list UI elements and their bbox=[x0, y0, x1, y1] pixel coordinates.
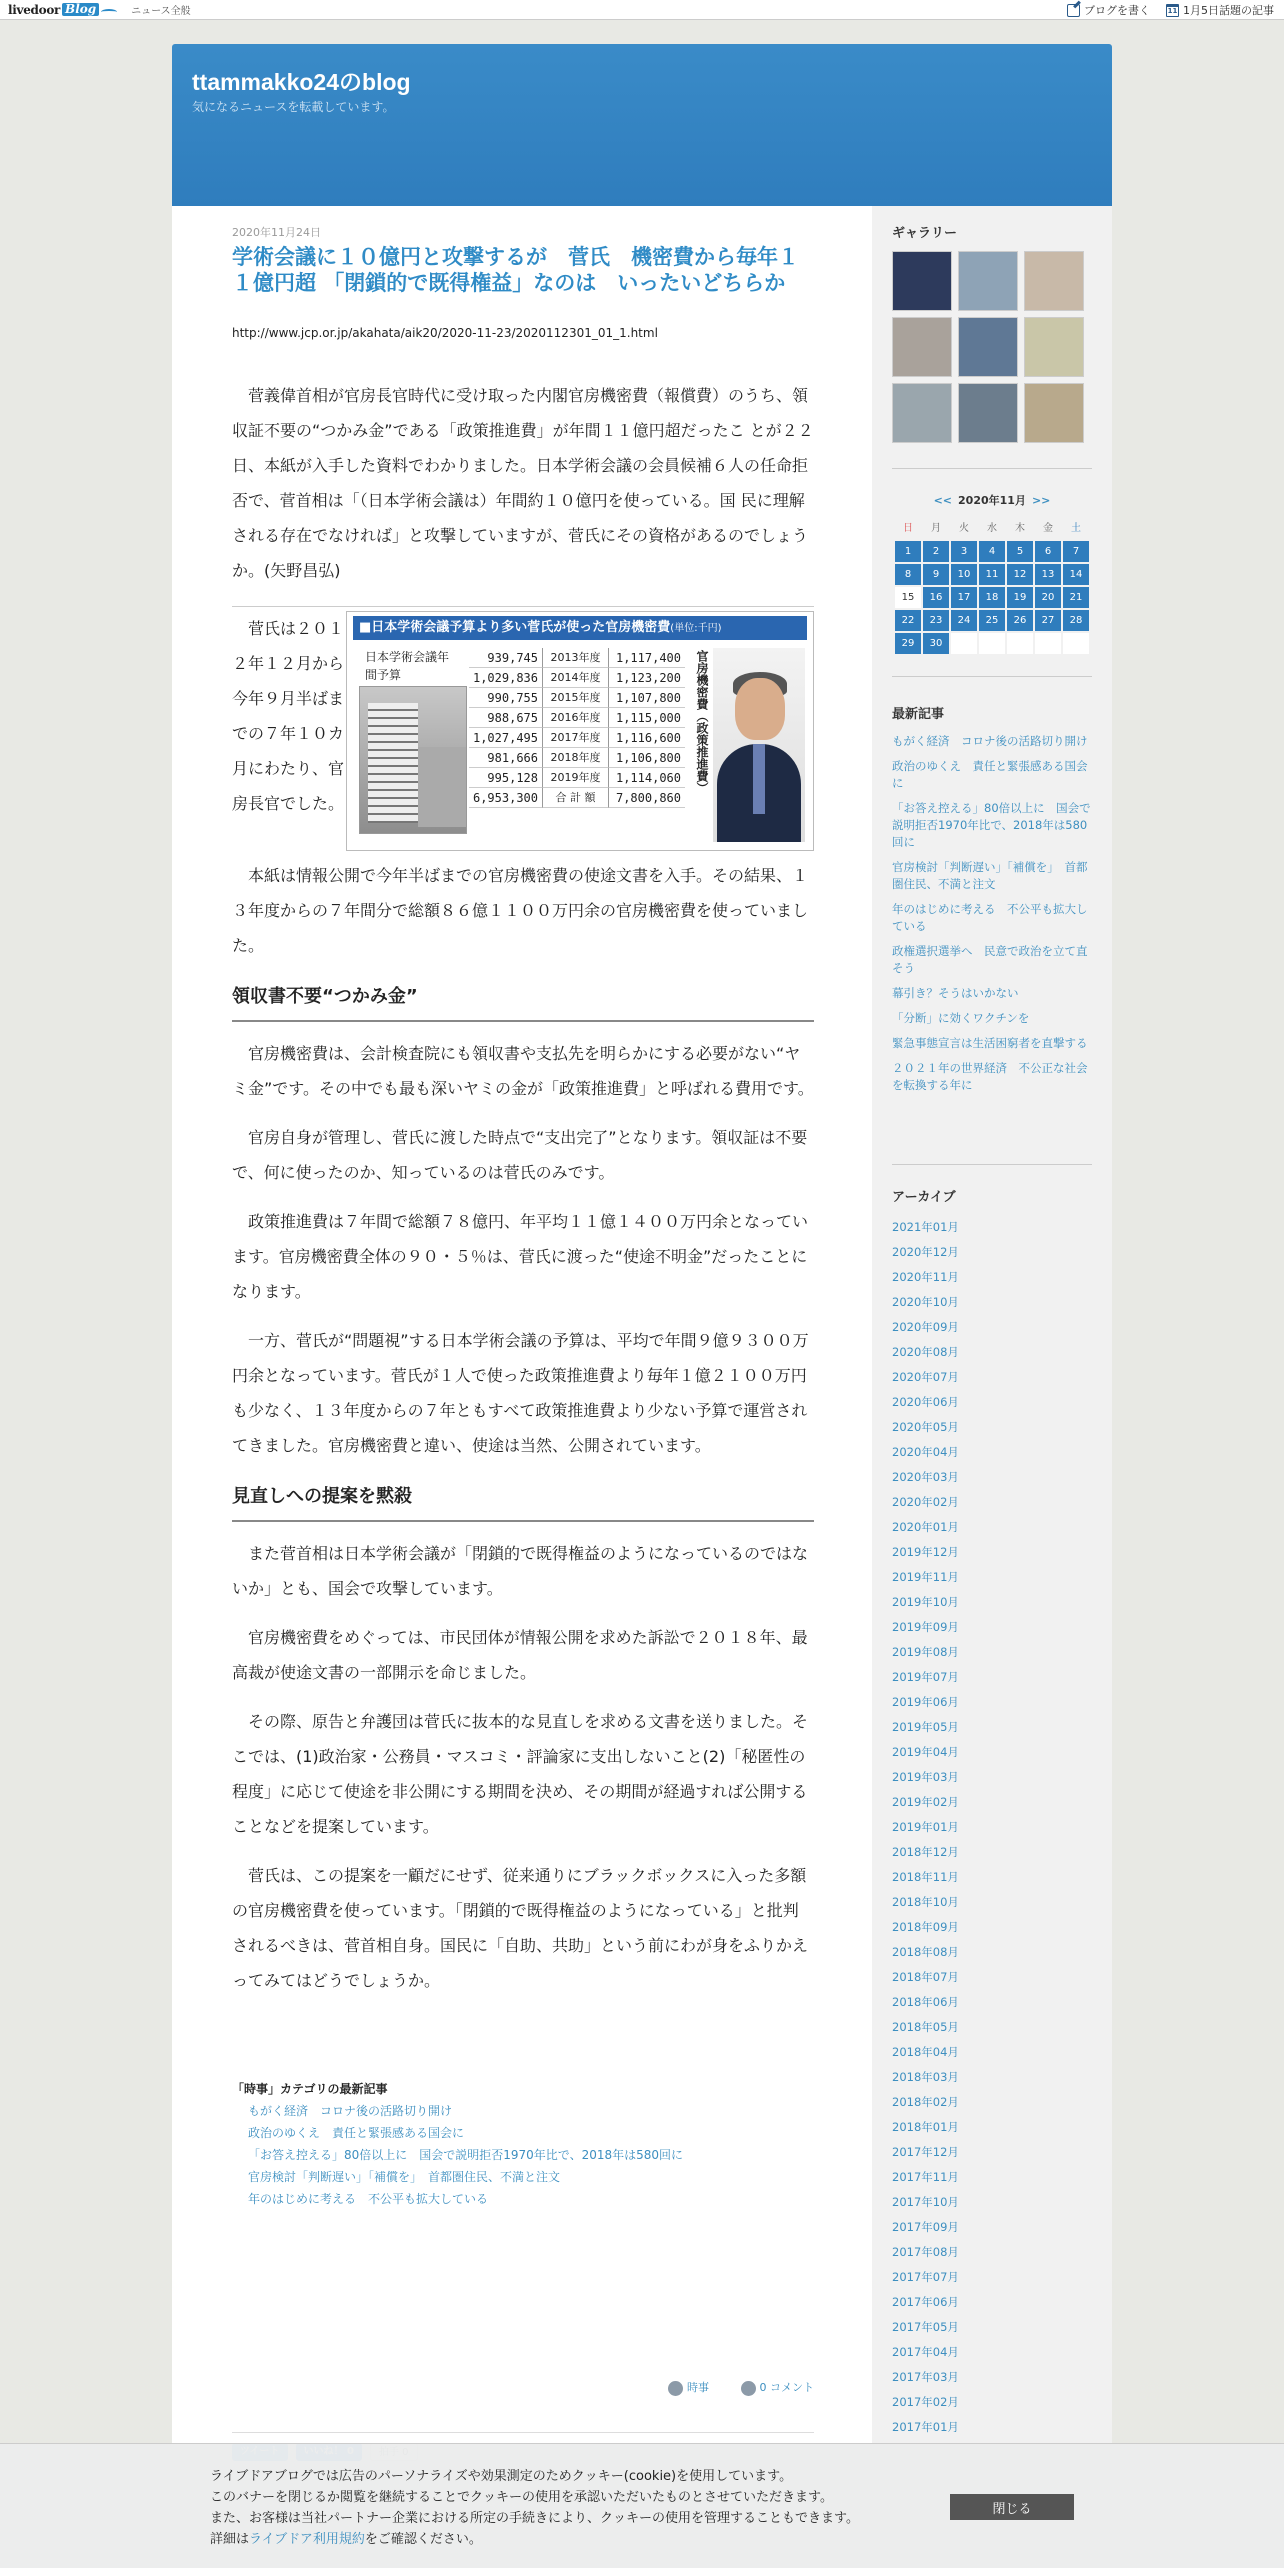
recent-article-link[interactable]: 政権選択選挙へ 民意で政治を立て直そう bbox=[892, 944, 1088, 975]
archive-link[interactable]: 2018年12月 bbox=[892, 1845, 959, 1859]
calendar-day[interactable]: 9 bbox=[923, 564, 949, 585]
category-header: 「時事」カテゴリの最新記事 bbox=[232, 2082, 388, 2096]
trending-articles-button[interactable] bbox=[1166, 2, 1274, 18]
secret-fund-value: 1,116,600 bbox=[609, 728, 685, 748]
weekday-label: 木 bbox=[1015, 523, 1025, 534]
archive-title: アーカイブ bbox=[892, 1190, 956, 1205]
calendar-prev[interactable]: << bbox=[933, 494, 953, 507]
archive-link[interactable]: 2017年11月 bbox=[892, 2170, 959, 2184]
calendar-day[interactable]: 11 bbox=[979, 564, 1005, 585]
archive-link[interactable]: 2017年01月 bbox=[892, 2420, 959, 2434]
archive-link[interactable]: 2017年02月 bbox=[892, 2395, 959, 2409]
paragraph: 官房自身が管理し、菅氏に渡した時点で“支出完了”となります。領収証は不要で、何に使ったのか、知っているのは菅氏のみです。 bbox=[232, 1128, 808, 1182]
chart-row bbox=[469, 728, 685, 748]
archive-link[interactable]: 2018年04月 bbox=[892, 2045, 959, 2059]
calendar-day[interactable]: 16 bbox=[923, 587, 949, 608]
livedoor-blog-logo[interactable] bbox=[0, 0, 117, 20]
gallery bbox=[892, 222, 1092, 443]
archive-link[interactable]: 2017年05月 bbox=[892, 2320, 959, 2334]
cookie-text bbox=[210, 2466, 859, 2550]
weekday-label: 水 bbox=[987, 523, 997, 534]
calendar-day[interactable]: 8 bbox=[895, 564, 921, 585]
secret-fund-value: 1,114,060 bbox=[609, 768, 685, 788]
close-button[interactable]: 閉じる bbox=[950, 2494, 1074, 2520]
gallery-thumbnail[interactable] bbox=[958, 383, 1018, 443]
calendar-empty bbox=[1035, 633, 1061, 654]
calendar-empty bbox=[1063, 633, 1089, 654]
archive-link[interactable]: 2017年09月 bbox=[892, 2220, 959, 2234]
calendar-day[interactable]: 29 bbox=[895, 633, 921, 654]
gallery-thumbnail[interactable] bbox=[1024, 383, 1084, 443]
gallery-thumbnail[interactable] bbox=[958, 317, 1018, 377]
council-building-photo bbox=[359, 686, 467, 834]
sidebar bbox=[872, 206, 1112, 2568]
fiscal-year: 2016年度 bbox=[543, 708, 609, 728]
paragraph: 政策推進費は７年間で総額７８億円、年平均１１億１４００万円余となっています。官房機密費全体の９０・５％は、菅氏に渡った“使途不明金”だったことになります。 bbox=[232, 1212, 809, 1301]
calendar-empty bbox=[979, 633, 1005, 654]
recent-article-link[interactable]: 官房検討「判断遅い」「補償を」 首都圏住民、不満と注文 bbox=[892, 860, 1088, 891]
brand-sub: Blog bbox=[62, 3, 99, 16]
archive-link[interactable]: 2020年05月 bbox=[892, 1420, 959, 1434]
archive-link[interactable]: 2018年05月 bbox=[892, 2020, 959, 2034]
chart-unit: (単位:千円) bbox=[670, 623, 722, 634]
gallery-thumbnail[interactable] bbox=[958, 251, 1018, 311]
archive-link[interactable]: 2019年02月 bbox=[892, 1795, 959, 1809]
gallery-thumbnail[interactable] bbox=[1024, 317, 1084, 377]
calendar-day[interactable]: 10 bbox=[951, 564, 977, 585]
weekday-label: 金 bbox=[1043, 523, 1053, 534]
archive-link[interactable]: 2018年01月 bbox=[892, 2120, 959, 2134]
calendar-next[interactable]: >> bbox=[1031, 494, 1051, 507]
recent-article-link[interactable]: 年のはじめに考える 不公平も拡大している bbox=[892, 902, 1088, 933]
fiscal-year: 合 計 額 bbox=[543, 788, 609, 808]
cookie-line: また、お客様は当社パートナー企業における所定の手続きにより、クッキーの使用を管理することもできます。 bbox=[210, 2511, 859, 2526]
secret-fund-value: 7,800,860 bbox=[609, 788, 685, 808]
calendar-day[interactable]: 24 bbox=[951, 610, 977, 631]
recent-article-link[interactable]: 「分断」に効くワクチンを bbox=[892, 1011, 1030, 1025]
article-meta bbox=[232, 2379, 814, 2396]
archive bbox=[892, 1186, 1092, 2440]
recent-article-link[interactable]: 幕引き？そうはいかない bbox=[892, 986, 1019, 1000]
article-title[interactable]: 学術会議に１０億円と攻撃するが 菅氏 機密費から毎年１１億円超 「閉鎖的で既得権益」なのは いったいどちらか bbox=[232, 245, 799, 295]
archive-link[interactable]: 2020年07月 bbox=[892, 1370, 959, 1384]
secret-fund-value: 1,115,000 bbox=[609, 708, 685, 728]
archive-link[interactable]: 2017年04月 bbox=[892, 2345, 959, 2359]
paragraph: 菅氏は、この提案を一顧だにせず、従来通りにブラックボックスに入った多額の官房機密費を使っています。「閉鎖的で既得権益のようになっている」と批判されるべきは、菅首相自身。国民に「自助、共助」という前にわが身をふりかえってみてはどうでしょうか。 bbox=[232, 1866, 809, 1990]
gallery-thumbnail[interactable] bbox=[892, 383, 952, 443]
recent-articles bbox=[892, 706, 1092, 1102]
subheading: 領収書不要“つかみ金” bbox=[232, 979, 814, 1022]
calendar-month: 2020年11月 bbox=[958, 494, 1026, 507]
top-bar bbox=[0, 0, 1284, 20]
council-budget-value: 1,027,495 bbox=[469, 728, 543, 748]
paragraph: 菅義偉首相が官房長官時代に受け取った内閣官房機密費（報償費）のうち、領収証不要の“つかみ金”である「政策推進費」が年間１１億円超だったこ とが２２日、本紙が入手した資料でわかりました。日本学術会議の会員候補６人の任命拒否で、菅首相は「（日本学術会議は）年間約１０億円を使っている。国 民に理解される存在でなければ」と攻撃していますが、菅氏にその資格があるのでしょうか。(矢野昌弘) bbox=[232, 386, 814, 580]
council-budget-value: 995,128 bbox=[469, 768, 543, 788]
weekday-label: 月 bbox=[931, 523, 941, 534]
category-article-link[interactable]: 年のはじめに考える 不公平も拡大している bbox=[248, 2192, 489, 2206]
subheading: 見直しへの提案を黙殺 bbox=[232, 1479, 814, 1522]
blog-subtitle: 気になるニュースを転載しています。 bbox=[192, 100, 395, 114]
council-budget-value: 6,953,300 bbox=[469, 788, 543, 808]
paragraph: 一方、菅氏が“問題視”する日本学術会議の予算は、平均で年間９億９３００万円余となっています。菅氏が１人で使った政策推進費より毎年１億２１００万円も少なく、１３年度からの７年ともすべて政策推進費より少ない予算で運営されてきました。官房機密費と違い、使途は当然、公開されています。 bbox=[232, 1331, 809, 1455]
main-content bbox=[172, 206, 872, 2568]
category-latest bbox=[232, 2078, 814, 2210]
calendar-day[interactable]: 17 bbox=[951, 587, 977, 608]
archive-link[interactable]: 2020年02月 bbox=[892, 1495, 959, 1509]
weekday-label: 火 bbox=[959, 523, 969, 534]
cookie-line: ライブドアブログでは広告のパーソナライズや効果測定のためクッキー(cookie)を使用しています。 bbox=[210, 2469, 793, 2484]
cookie-banner bbox=[0, 2443, 1284, 2568]
calendar-empty bbox=[1007, 633, 1033, 654]
left-header: 日本学術会議年間予算 bbox=[365, 650, 450, 682]
recent-article-link[interactable]: 「お答え控える」80倍以上に 国会で説明拒否1970年比で、2018年は580回に bbox=[892, 801, 1091, 849]
council-budget-value: 988,675 bbox=[469, 708, 543, 728]
weekday-label: 日 bbox=[903, 523, 913, 534]
archive-link[interactable]: 2020年01月 bbox=[892, 1520, 959, 1534]
calendar-day[interactable]: 12 bbox=[1007, 564, 1033, 585]
fiscal-year: 2017年度 bbox=[543, 728, 609, 748]
calendar-day[interactable]: 26 bbox=[1007, 610, 1033, 631]
category-article-link[interactable]: 官房検討「判断遅い」「補償を」 首都圏住民、不満と注文 bbox=[248, 2170, 561, 2184]
weekday-label: 土 bbox=[1071, 523, 1081, 534]
fiscal-year: 2013年度 bbox=[543, 648, 609, 668]
archive-link[interactable]: 2018年09月 bbox=[892, 1920, 959, 1934]
recent-article-link[interactable]: ２０２１年の世界経済 不公正な社会を転換する年に bbox=[892, 1061, 1088, 1092]
chart-row bbox=[469, 708, 685, 728]
calendar bbox=[892, 492, 1092, 654]
archive-link[interactable]: 2019年11月 bbox=[892, 1570, 959, 1584]
chart-row bbox=[469, 688, 685, 708]
archive-link[interactable]: 2020年12月 bbox=[892, 1245, 959, 1259]
archive-link[interactable]: 2020年06月 bbox=[892, 1395, 959, 1409]
chart-row bbox=[469, 788, 685, 808]
category-article-link[interactable]: 「お答え控える」80倍以上に 国会で説明拒否1970年比で、2018年は580回に bbox=[248, 2148, 684, 2162]
fiscal-year: 2014年度 bbox=[543, 668, 609, 688]
gallery-thumbnail[interactable] bbox=[1024, 251, 1084, 311]
archive-link[interactable]: 2019年09月 bbox=[892, 1620, 959, 1634]
paragraph: また菅首相は日本学術会議が「閉鎖的で既得権益のようになっているのではないか」とも、国会で攻撃しています。 bbox=[232, 1544, 809, 1598]
calendar-day[interactable]: 27 bbox=[1035, 610, 1061, 631]
suga-photo bbox=[713, 648, 805, 842]
archive-link[interactable]: 2019年12月 bbox=[892, 1545, 959, 1559]
fiscal-year: 2015年度 bbox=[543, 688, 609, 708]
write-blog-button[interactable] bbox=[1067, 2, 1150, 18]
calendar-day[interactable]: 25 bbox=[979, 610, 1005, 631]
secret-fund-value: 1,107,800 bbox=[609, 688, 685, 708]
pen-icon bbox=[1067, 4, 1080, 17]
figure-block bbox=[232, 606, 814, 858]
archive-link[interactable]: 2019年07月 bbox=[892, 1670, 959, 1684]
article-date: 2020年11月24日 bbox=[232, 226, 321, 239]
article bbox=[232, 224, 814, 2394]
paragraph: その際、原告と弁護団は菅氏に抜本的な見直しを求める文書を送りました。そこでは、(1)政治家・公務員・マスコミ・評論家に支出しないこと(2)「秘匿性の程度」に応じて使途を非公開にする期間を決め、その期間が経過すれば公開することなどを提案しています。 bbox=[232, 1712, 809, 1836]
calendar-day[interactable]: 21 bbox=[1063, 587, 1089, 608]
calendar-day[interactable]: 23 bbox=[923, 610, 949, 631]
write-blog-label: ブログを書く bbox=[1084, 4, 1150, 17]
calendar-day[interactable]: 7 bbox=[1063, 541, 1089, 562]
archive-link[interactable]: 2019年08月 bbox=[892, 1645, 959, 1659]
archive-link[interactable]: 2017年08月 bbox=[892, 2245, 959, 2259]
archive-link[interactable]: 2020年08月 bbox=[892, 1345, 959, 1359]
archive-link[interactable]: 2018年07月 bbox=[892, 1970, 959, 1984]
calendar-day[interactable]: 19 bbox=[1007, 587, 1033, 608]
archive-link[interactable]: 2018年10月 bbox=[892, 1895, 959, 1909]
paragraph: 菅氏は２０１２年１２月から今年９月半ばまでの７年１０カ月にわたり、官房長官でした。 bbox=[232, 619, 345, 813]
trending-label: 1月5日話題の記事 bbox=[1183, 4, 1274, 17]
calendar-day[interactable]: 18 bbox=[979, 587, 1005, 608]
recent-article-link[interactable]: 政治のゆくえ 責任と緊張感ある国会に bbox=[892, 759, 1088, 790]
terms-link[interactable]: ライブドア利用規約 bbox=[249, 2532, 365, 2547]
archive-link[interactable]: 2019年10月 bbox=[892, 1595, 959, 1609]
category-article-link[interactable]: 政治のゆくえ 責任と緊張感ある国会に bbox=[248, 2126, 465, 2140]
archive-link[interactable]: 2020年10月 bbox=[892, 1295, 959, 1309]
chart-row bbox=[469, 668, 685, 688]
chart-row bbox=[469, 748, 685, 768]
calendar-day[interactable]: 30 bbox=[923, 633, 949, 654]
council-budget-value: 1,029,836 bbox=[469, 668, 543, 688]
gallery-thumbnail[interactable] bbox=[892, 317, 952, 377]
calendar-day[interactable]: 3 bbox=[951, 541, 977, 562]
brand-name: livedoor bbox=[8, 2, 61, 17]
secret-fund-value: 1,117,400 bbox=[609, 648, 685, 668]
archive-link[interactable]: 2021年01月 bbox=[892, 1220, 959, 1234]
archive-link[interactable]: 2019年04月 bbox=[892, 1745, 959, 1759]
archive-link[interactable]: 2020年09月 bbox=[892, 1320, 959, 1334]
paragraph: 官房機密費は、会計検査院にも領収書や支払先を明らかにする必要がない“ヤミ金”です。その中でも最も深いヤミの金が「政策推進費」と呼ばれる費用です。 bbox=[232, 1044, 814, 1098]
archive-link[interactable]: 2017年12月 bbox=[892, 2145, 959, 2159]
paragraph: 官房機密費をめぐっては、市民団体が情報公開を求めた訴訟で２０１８年、最高裁が使途文書の一部開示を命じました。 bbox=[232, 1628, 808, 1682]
archive-link[interactable]: 2017年03月 bbox=[892, 2370, 959, 2384]
archive-link[interactable]: 2019年03月 bbox=[892, 1770, 959, 1784]
chart-row bbox=[469, 768, 685, 788]
calendar-day[interactable]: 14 bbox=[1063, 564, 1089, 585]
category-article-link[interactable]: もがく経済 コロナ後の活路切り開け bbox=[248, 2104, 453, 2118]
cookie-line: このバナーを閉じるか閲覧を継続することでクッキーの使用を承認いただいたものとさせていただきます。 bbox=[210, 2490, 833, 2505]
recent-article-link[interactable]: もがく経済 コロナ後の活路切り開け bbox=[892, 734, 1088, 748]
gallery-title: ギャラリー bbox=[892, 226, 958, 241]
archive-link[interactable]: 2018年11月 bbox=[892, 1870, 959, 1884]
calendar-day[interactable]: 5 bbox=[1007, 541, 1033, 562]
chart-title-text: ■日本学術会議予算より多い菅氏が使った官房機密費 bbox=[359, 620, 671, 635]
right-label: 官房機密費（政策推進費） bbox=[695, 650, 709, 794]
archive-link[interactable]: 2019年06月 bbox=[892, 1695, 959, 1709]
swoosh-icon bbox=[101, 9, 117, 15]
council-budget-value: 939,745 bbox=[469, 648, 543, 668]
cookie-line: 詳細はライブドア利用規約をご確認ください。 bbox=[210, 2532, 482, 2547]
calendar-icon: 11 bbox=[1166, 4, 1179, 17]
council-budget-value: 990,755 bbox=[469, 688, 543, 708]
calendar-day[interactable]: 20 bbox=[1035, 587, 1061, 608]
paragraph: 本紙は情報公開で今年半ばまでの官房機密費の使途文書を入手。その結果、１３年度からの７年間分で総額８６億１１００万円余の官房機密費を使っていました。 bbox=[232, 866, 809, 955]
archive-link[interactable]: 2019年05月 bbox=[892, 1720, 959, 1734]
calendar-day[interactable]: 4 bbox=[979, 541, 1005, 562]
archive-link[interactable]: 2020年04月 bbox=[892, 1445, 959, 1459]
fiscal-year: 2019年度 bbox=[543, 768, 609, 788]
archive-link[interactable]: 2017年07月 bbox=[892, 2270, 959, 2284]
comments-link[interactable]: 0 コメント bbox=[759, 2381, 814, 2394]
archive-link[interactable]: 2019年01月 bbox=[892, 1820, 959, 1834]
calendar-day[interactable]: 6 bbox=[1035, 541, 1061, 562]
calendar-day: 15 bbox=[895, 587, 921, 608]
comment-icon bbox=[741, 2381, 756, 2396]
blog-header bbox=[172, 44, 1112, 206]
archive-link[interactable]: 2020年03月 bbox=[892, 1470, 959, 1484]
archive-link[interactable]: 2018年06月 bbox=[892, 1995, 959, 2009]
calendar-empty bbox=[951, 633, 977, 654]
calendar-day[interactable]: 2 bbox=[923, 541, 949, 562]
calendar-day[interactable]: 22 bbox=[895, 610, 921, 631]
recent-title: 最新記事 bbox=[892, 707, 945, 722]
news-link[interactable]: ニュース全般 bbox=[131, 6, 191, 17]
secret-fund-value: 1,123,200 bbox=[609, 668, 685, 688]
chart-row bbox=[469, 648, 685, 668]
calendar-day[interactable]: 13 bbox=[1035, 564, 1061, 585]
folder-icon bbox=[668, 2381, 683, 2396]
archive-link[interactable]: 2018年02月 bbox=[892, 2095, 959, 2109]
council-budget-value: 981,666 bbox=[469, 748, 543, 768]
calendar-day[interactable]: 28 bbox=[1063, 610, 1089, 631]
archive-link[interactable]: 2018年08月 bbox=[892, 1945, 959, 1959]
calendar-day[interactable]: 1 bbox=[895, 541, 921, 562]
archive-link[interactable]: 2017年10月 bbox=[892, 2195, 959, 2209]
chart-title bbox=[353, 616, 807, 640]
archive-link[interactable]: 2017年06月 bbox=[892, 2295, 959, 2309]
blog-title[interactable]: ttammakko24のblog bbox=[192, 69, 411, 95]
fiscal-year: 2018年度 bbox=[543, 748, 609, 768]
category-link[interactable]: 時事 bbox=[687, 2381, 709, 2394]
archive-link[interactable]: 2018年03月 bbox=[892, 2070, 959, 2084]
secret-fund-value: 1,106,800 bbox=[609, 748, 685, 768]
gallery-thumbnail[interactable] bbox=[892, 251, 952, 311]
archive-link[interactable]: 2020年11月 bbox=[892, 1270, 959, 1284]
source-url: http://www.jcp.or.jp/akahata/aik20/2020-11-23/2020112301_01_1.html bbox=[232, 326, 658, 340]
budget-chart bbox=[346, 611, 814, 851]
recent-article-link[interactable]: 緊急事態宣言は生活困窮者を直撃する bbox=[892, 1036, 1088, 1050]
